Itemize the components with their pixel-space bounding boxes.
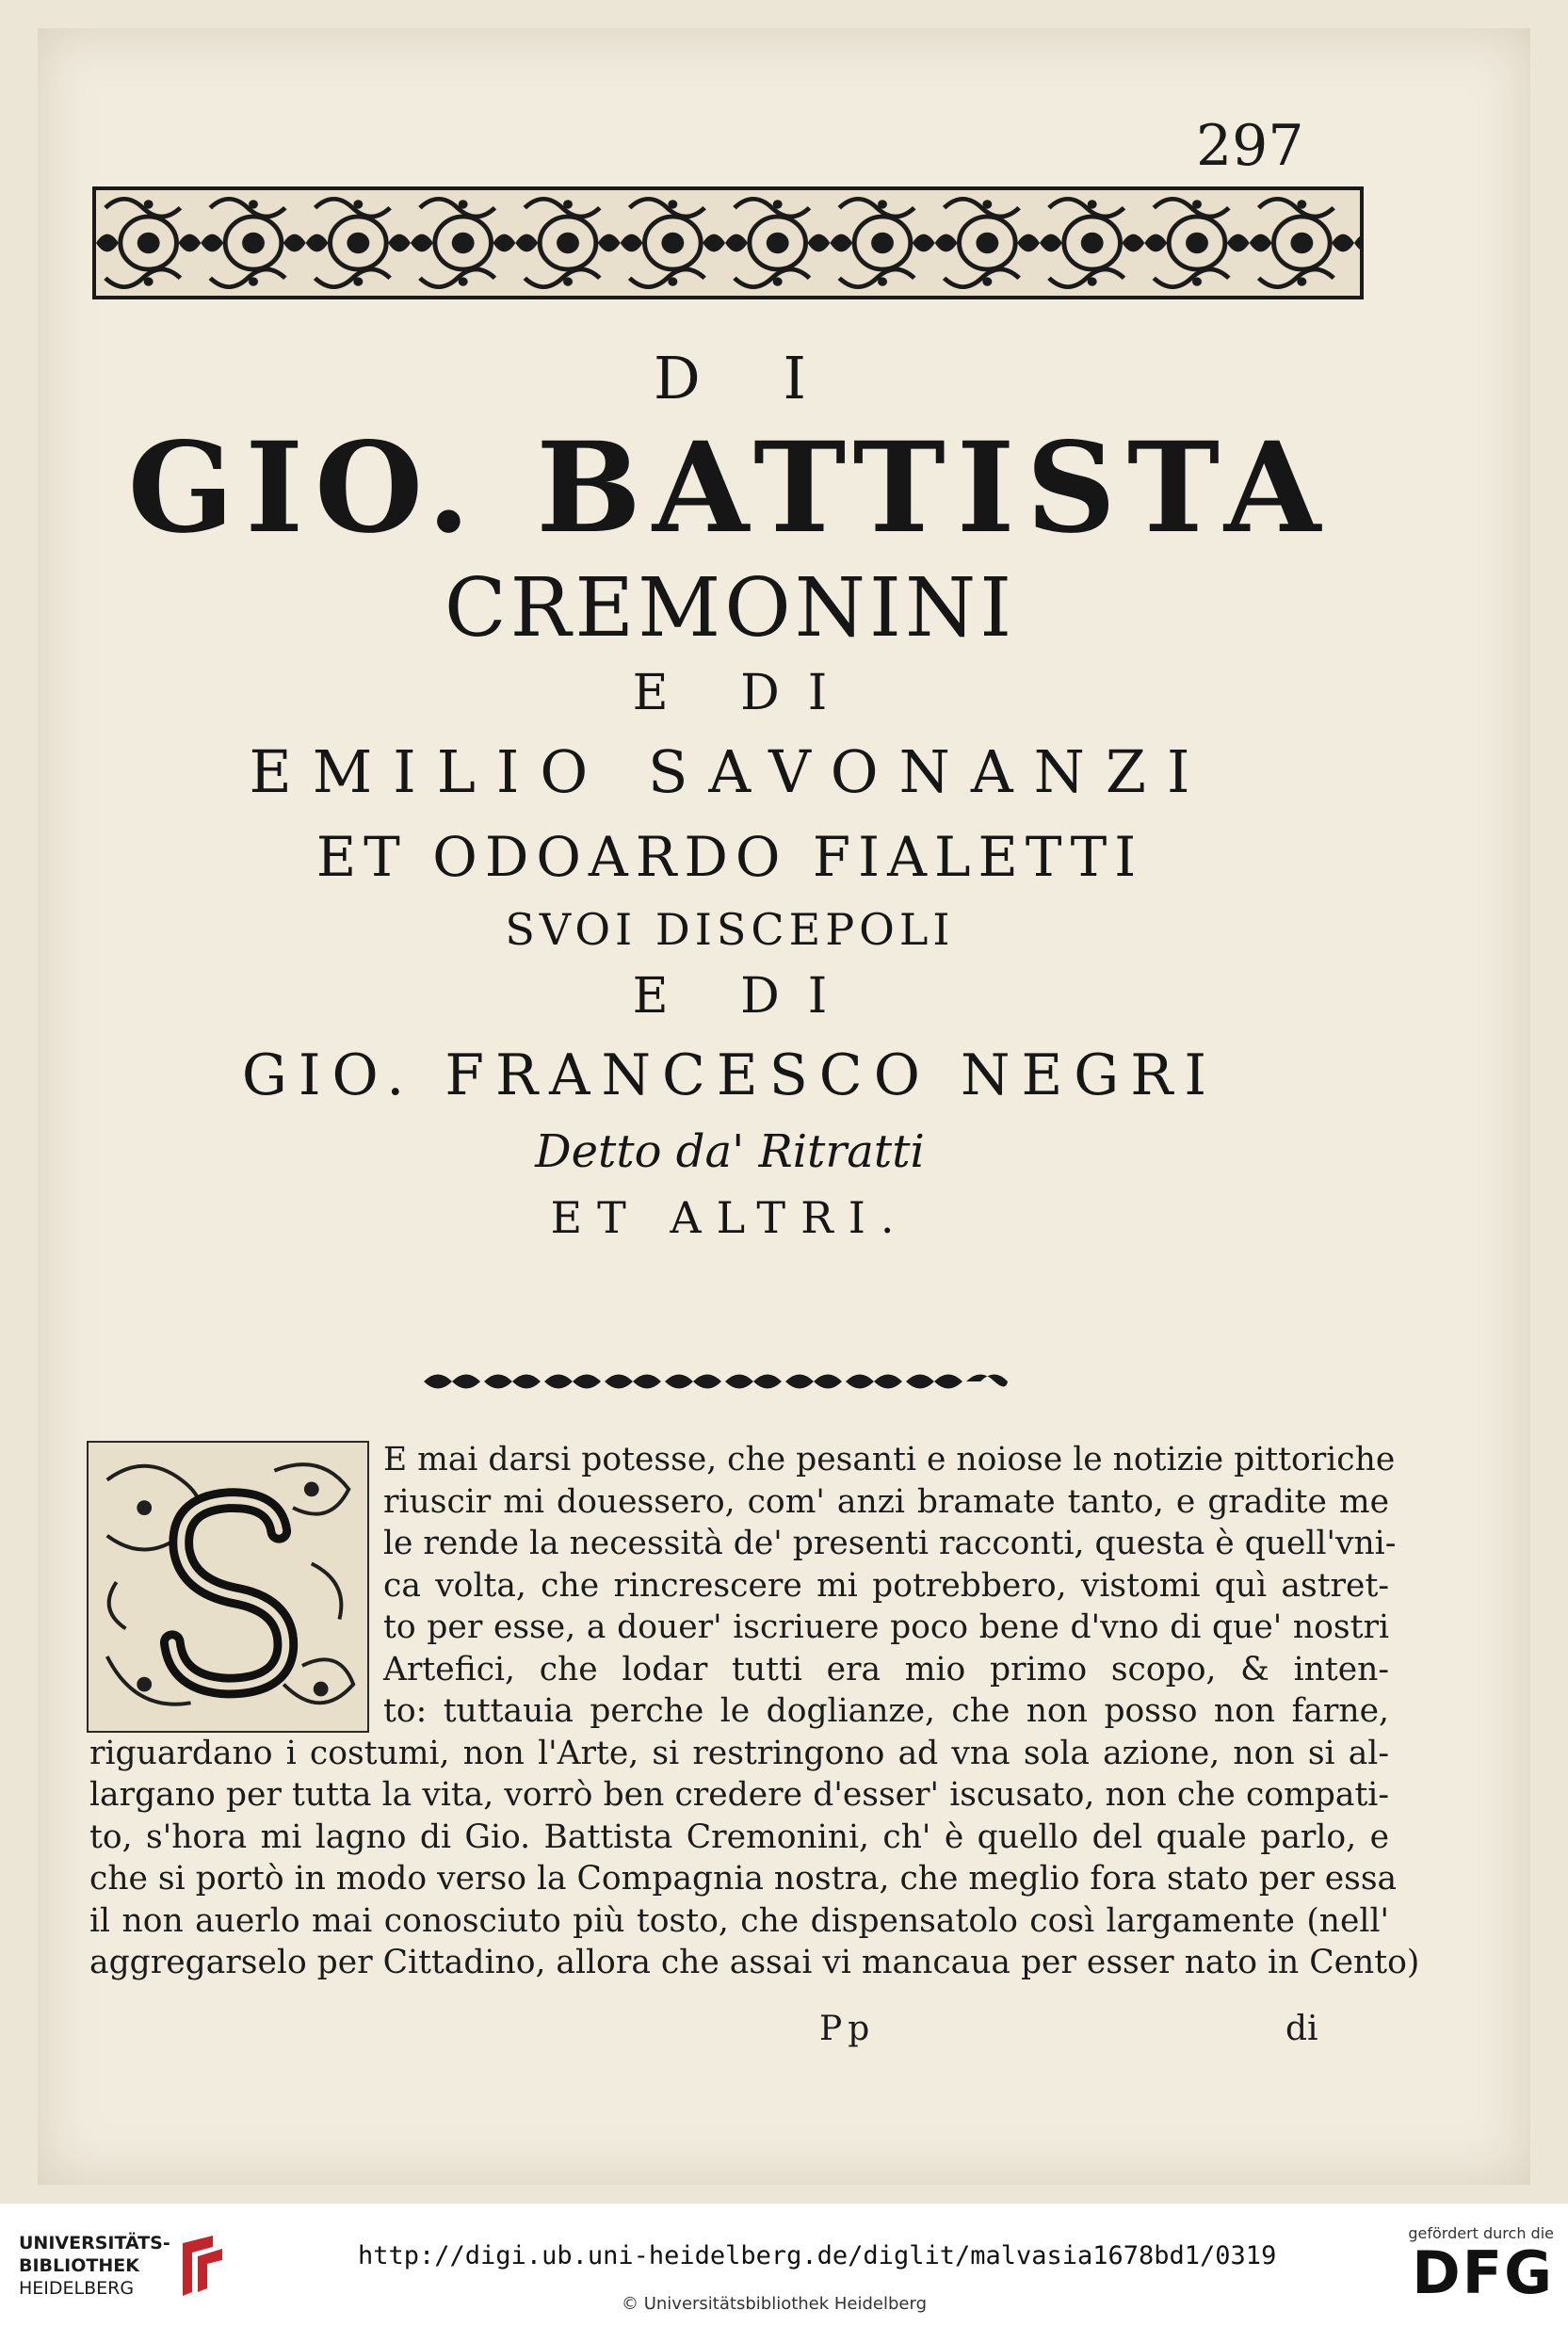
dfg-logo[interactable] [1394,2224,1554,2318]
title-detto-da-ritratti: Detto da' Ritratti [535,1125,925,1178]
title-odoardo-fialetti: ET ODOARDO FIALETTI [315,825,1144,889]
body-line: riguardano i costumi, non l'Arte, si restringono ad vna sola azione, non si al- [89,1734,1389,1772]
title-et-altri: ET ALTRI. [550,1192,910,1243]
body-line: to per esse, a douer' iscriuere poco bene d'vno di que' nostri [383,1608,1389,1646]
body-line: le rende la necessità de' presenti racconti, questa è quell'vni- [383,1525,1397,1562]
body-line: to: tuttauia perche le doglianze, che non posso non farne, [383,1692,1389,1730]
dfg-wordmark: DFG [1412,2238,1554,2307]
body-line: che si portò in modo verso la Compagnia nostra, che meglio fora stato per essa [89,1860,1398,1898]
decorative-headpiece [92,186,1364,299]
body-line: riuscir mi douessero, com' anzi bramate tanto, e gradite me [383,1482,1389,1521]
library-logo[interactable] [19,2232,235,2307]
title-emilio-savonanzi: EMILIO SAVONANZI [249,737,1211,806]
library-mark-icon [175,2234,228,2302]
body-line: il non auerlo mai conosciuto più tosto, che dispensatolo così largamente (nell' [89,1901,1389,1940]
title-gio-battista: GIO. BATTISTA [127,415,1333,561]
title-suoi-discepoli: SVOI DISCEPOLI [505,904,955,955]
body-line: aggregarselo per Cittadino, allora che assai vi mancaua per esser nato in Cento) [89,1944,1420,1981]
title-block [57,339,1403,1251]
body-line: ca volta, che rincrescere mi potrebbero, vistomi quì astret- [383,1566,1389,1605]
title-di: D I [654,344,838,412]
library-name [19,2232,170,2300]
title-e-di-2: E DI [632,968,856,1025]
title-e-di: E DI [632,665,856,721]
fleuron-divider [424,1365,1008,1397]
body-line: largano per tutta la vita, vorrò ben credere d'esser' iscusato, non che compati- [89,1776,1389,1814]
title-gio-francesco-negri: GIO. FRANCESCO NEGRI [241,1042,1219,1108]
library-name-line: BIBLIOTHEK [19,2255,139,2276]
body-line: E mai darsi potesse, che pesanti e noiose le notizie pittoriche [383,1441,1396,1478]
body-text [89,1439,1420,1984]
catchword: di [1285,2010,1318,2048]
viewer-footer [0,2204,1568,2326]
body-line: to, s'hora mi lagno di Gio. Battista Cremonini, ch' è quello del quale parlo, e [89,1817,1389,1856]
funded-by-label: gefördert durch die [1408,2224,1554,2242]
signature-mark: Pp [819,2010,876,2048]
body-line: Artefici, che lodar tutti era mio primo scopo, & inten- [383,1650,1389,1688]
permalink-url[interactable]: http://digi.ub.uni-heidelberg.de/diglit/malvasia1678bd1/0319 [358,2241,1277,2270]
library-name-line: UNIVERSITÄTS- [19,2233,170,2253]
copyright-notice: © Universitätsbibliothek Heidelberg [622,2294,928,2314]
title-cremonini: CREMONINI [444,561,1016,655]
page-number: 297 [1196,113,1304,179]
library-name-line: HEIDELBERG [19,2278,135,2299]
